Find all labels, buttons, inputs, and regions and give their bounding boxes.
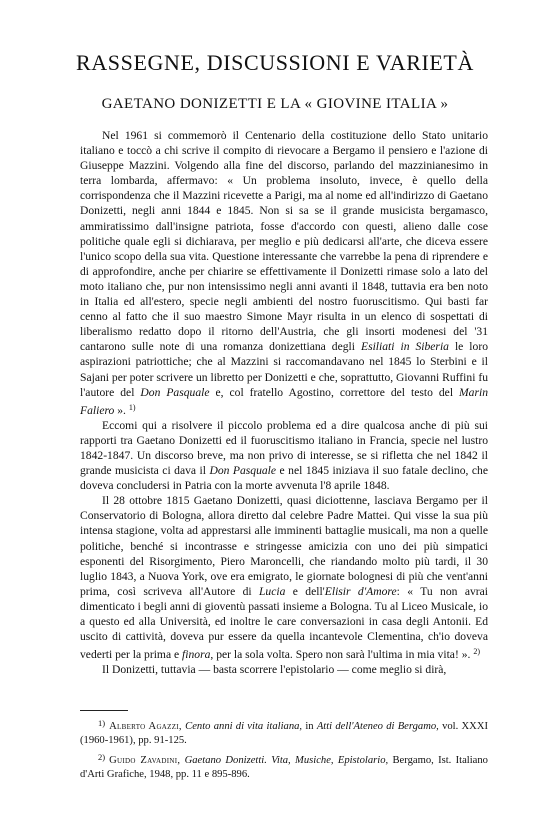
- paragraph-1: Nel 1961 si commemorò il Centenario della costituzione dello Stato unitario italiano e toccò a chi scrive il compito di rievocare a Bergamo il pensiero e l'azione di Giuseppe Mazzini. Volgendo alla fine del discorso, parlando del mazzinianesimo in terra lombarda, affermavo: « Un problema insoluto, invece, è quello della corrispondenza che il Mazzini ricevette a Parigi, ma al nome ed all'indirizzo di Gaetano Donizetti, negli anni 1844 e 1845. Non si sa se il grande musicista bergamasco, ammiratissimo dall'insigne patriota, fosse d'accordo con questi, alieno dalle cose politiche quale egli si dichiarava, per meglio e più dedicarsi all'arte, che diceva essere l'unico scopo della sua vita. Questione interessante che varrebbe la pena di riprendere e di approfondire, anche per chiarire se effettivamente il Donizetti rimase solo a lato del moto italiano che, pur non intensissimo negli anni avanti il 1848, tuttavia era ben noto in Italia ed all'estero, specie negli ambienti del nostro fuoruscitismo. Qui basti far cenno al fatto che il suo maestro Simone Mayr risulta in un elenco di sospettati di liberalismo redatto dopo il ritorno dell'Austria, che gli insorti modenesi del '31 cantarono sulle note di una romanza donizettiana degli Esiliati in Siberia le loro aspirazioni patriottiche; che al Mazzini si raccomandavano nel 1845 lo Sterbini e il Sajani per poter scrivere un libretto per Donizetti e che, soprattutto, Giovanni Ruffini fu l'autore del Don Pasquale e, col fratello Agostino, correttore del testo del Marin Faliero ». $^{1)}$: [80, 129, 488, 417]
- paragraph-2: Eccomi qui a risolvere il piccolo problema ed a dire qualcosa anche di più sui rapporti tra Gaetano Donizetti ed il fuoruscitismo italiano in Francia, specie nel lustro 1842-1847. Un discorso breve, ma non privo di interesse, se si rifletta che nel 1842 il grande musicista ci dava il Don Pasquale e nel 1845 iniziava il suo fatale declino, che doveva concludersi in Patria con la morte avvenuta l'8 aprile 1848.: [80, 418, 488, 493]
- footnote-ref-1[interactable]: 1): [128, 402, 136, 412]
- footnote-2: $^{2)}$ Guido Zavadini, Gaetano Donizetti. Vita, Musiche, Epistolario, Bergamo, Ist. Italiano d'Arti Grafiche, 1948, pp. 11 e 895-896.: [80, 751, 488, 781]
- footnote-divider: [80, 710, 128, 711]
- footnote-ref-2[interactable]: 2): [473, 647, 480, 657]
- article-body: [80, 128, 488, 677]
- section-title: RASSEGNE, DISCUSSIONI E VARIETÀ: [76, 50, 474, 75]
- footnote-1: $^{1)}$ Alberto Agazzi, Cento anni di vita italiana, in Atti dell'Ateneo di Bergamo, vol. XXXI (1960-1961), pp. 91-125.: [80, 718, 488, 747]
- paragraph-3: Il 28 ottobre 1815 Gaetano Donizetti, quasi diciottenne, lasciava Bergamo per il Conservatorio di Bologna, allora diretto dal celebre Padre Mattei. Qui visse la sua più intensa stagione, volta ad apprestarsi alle imminenti battaglie musicali, ma non a quelle politiche, benché si incontrasse e stringesse amicizia con uno dei più simpatici esponenti del Risorgimento, Piero Maroncelli, che riandando molto più tardi, il 30 luglio 1843, a Nuova York, ove era emigrato, le giornate bolognesi di più che vent'anni prima, così scriveva all'Autore di Lucia e dell'Elisir d'Amore: « Tu non avrai dimenticato i begli anni di gioventù passati insieme a Bologna. Tu al Liceo Musicale, io a questo ed alla Università, ed inoltre le care conversazioni in casa degli Antonii. Ed uscito di cattività, doveva pur essere da quella incantevole Clementina, ch'io doveva vederti per la prima e finora, per la sola volta. Spero non sarà l'ultima in mia vita! ». $^{2)}$: [80, 494, 488, 662]
- footnotes: [80, 716, 488, 784]
- article-title: GAETANO DONIZETTI E LA « GIOVINE ITALIA »: [101, 96, 449, 112]
- paragraph-4: Il Donizetti, tuttavia — basta scorrere l'epistolario — come meglio si dirà,: [102, 663, 447, 677]
